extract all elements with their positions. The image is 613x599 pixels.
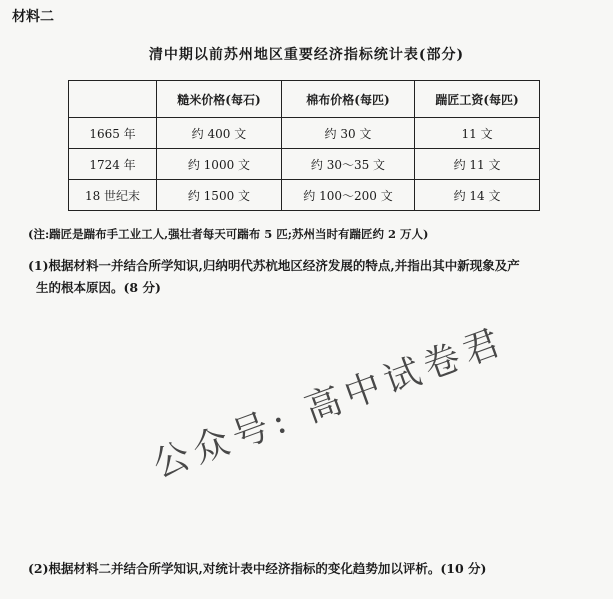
cell-wage: 11 文 — [415, 118, 540, 149]
header-cell-cloth-price: 棉布价格(每匹) — [281, 81, 414, 118]
cell-rice-price: 约 1000 文 — [157, 149, 282, 180]
table-row — [69, 118, 540, 149]
cell-rice-price: 约 1500 文 — [157, 180, 282, 211]
table-header-row — [69, 81, 540, 118]
header-cell-wage: 踹匠工资(每匹) — [415, 81, 540, 118]
cell-rice-price: 约 400 文 — [157, 118, 282, 149]
economic-stats-table — [68, 80, 540, 211]
cell-cloth-price: 约 30～35 文 — [281, 149, 414, 180]
watermark: 公众号: 高中试卷君 — [147, 320, 511, 487]
cell-year: 1665 年 — [69, 118, 157, 149]
header-cell-year — [69, 81, 157, 118]
section-label: 材料二 — [12, 9, 54, 25]
cell-wage: 约 14 文 — [415, 180, 540, 211]
table-title: 清中期以前苏州地区重要经济指标统计表(部分) — [148, 47, 465, 63]
question-1-line-2: 生的根本原因。(8 分) — [36, 280, 161, 295]
table-row — [69, 180, 540, 211]
question-1 — [28, 255, 588, 299]
cell-year: 18 世纪末 — [69, 180, 157, 211]
header-cell-rice-price: 糙米价格(每石) — [157, 81, 282, 118]
cell-wage: 约 11 文 — [415, 149, 540, 180]
table-row — [69, 149, 540, 180]
question-1-line-1: (1)根据材料一并结合所学知识,归纳明代苏杭地区经济发展的特点,并指出其中新现象及产 — [28, 258, 520, 273]
question-2: (2)根据材料二并结合所学知识,对统计表中经济指标的变化趋势加以评析。(10 分) — [28, 561, 487, 576]
cell-cloth-price: 约 30 文 — [281, 118, 414, 149]
table-note: (注:踹匠是踹布手工业工人,强壮者每天可踹布 5 匹;苏州当时有踹匠约 2 万人) — [28, 227, 429, 241]
cell-year: 1724 年 — [69, 149, 157, 180]
cell-cloth-price: 约 100～200 文 — [281, 180, 414, 211]
